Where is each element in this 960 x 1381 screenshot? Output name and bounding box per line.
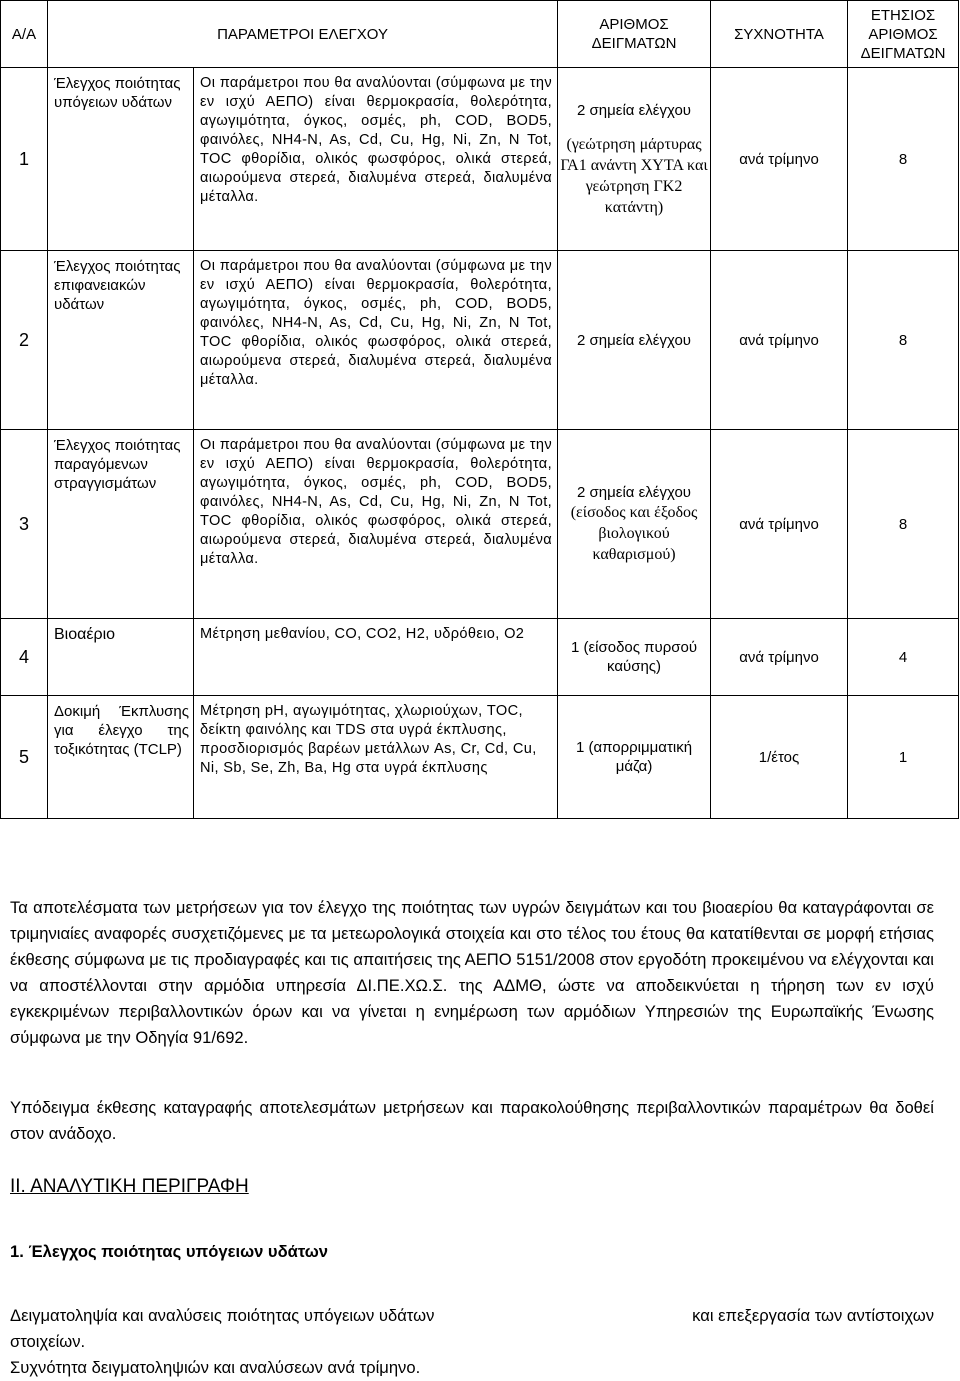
samples-main: 2 σημεία ελέγχου [577,101,692,119]
row-index: 2 [1,251,48,430]
table-header-row [1,1,959,68]
row-samples [558,430,711,619]
description-line-3: Συχνότητα δειγματοληψιών και αναλύσεων ανά τρίμηνο. [10,1358,421,1377]
row-category: Έλεγχος ποιότητας επιφανειακών υδάτων [48,251,194,430]
row-index: 3 [1,430,48,619]
row-index: 1 [1,68,48,251]
row-category: Δοκιμή Έκπλυσης για έλεγχο της τοξικότητας (TCLP) [48,696,194,819]
description-line-1-right: και επεξεργασία των αντίστοιχων [692,1306,934,1325]
row-frequency: ανά τρίμηνο [711,430,848,619]
row-annual: 8 [848,430,959,619]
table-row [1,68,959,251]
row-annual: 8 [848,68,959,251]
samples-main: 2 σημεία ελέγχου [577,484,692,501]
description-line-1 [10,1303,934,1329]
results-paragraph: Τα αποτελέσματα των μετρήσεων για τον έλεγχο της ποιότητας των υγρών δειγμάτων και του βιοαερίου θα καταγράφονται σε τριμηνιαίες αναφορές συσχετιζόμενες με τα μετεωρολογικά στοιχεία και στο τέλος του έτους θα κατατίθενται σε μορφή ετήσιας έκθεσης σύμφωνα με τις προδιαγραφές και τις απαιτήσεις της ΑΕΠΟ 5151/2008 στον εργοδότη προκειμένου να ελέγχονται και να αποστέλλονται στην αρμόδια υπηρεσία ΔΙ.ΠΕ.ΧΩ.Σ. της ΑΔΜΘ, ώστε να αποδεικνύεται η τήρηση των εν ισχύ εγκεκριμένων περιβαλλοντικών όρων και να γίνεται η ενημέρωση των αρμόδιων Υπηρεσιών της Ευρωπαϊκής Ένωσης σύμφωνα με την Οδηγία 91/692. [10,898,934,1047]
table-row [1,251,959,430]
row-annual: 1 [848,696,959,819]
row-index: 5 [1,696,48,819]
table-row [1,696,959,819]
table-row [1,430,959,619]
row-frequency: 1/έτος [711,696,848,819]
header-samples: ΑΡΙΘΜΟΣ ΔΕΙΓΜΑΤΩΝ [558,1,711,68]
subsection-heading: 1. Έλεγχος ποιότητας υπόγειων υδάτων [10,1242,329,1261]
row-parameters: Οι παράμετροι που θα αναλύονται (σύμφωνα με την εν ισχύ ΑΕΠΟ) είναι θερμοκρασία, θολερότητα, αγωγιμότητα, όγκος, οσμές, ph, COD, BOD5, φαινόλες, NH4-N, As, Cd, Cu, Hg, Ni, Zn, N Tot, TOC φθορίδια, ολικός φωσφόρος, ολικά στερεά, αιωρούμενα στερεά, διαλυμένα στερεά, διαλυμένα μέταλλα. [194,430,558,619]
row-annual: 8 [848,251,959,430]
section-heading: ΙΙ. ΑΝΑΛΥΤΙΚΗ ΠΕΡΙΓΡΑΦΗ [10,1176,249,1197]
row-frequency: ανά τρίμηνο [711,251,848,430]
row-samples [558,68,711,251]
header-idx: Α/Α [1,1,48,68]
template-paragraph: Υπόδειγμα έκθεσης καταγραφής αποτελεσμάτων μετρήσεων και παρακολούθησης περιβαλλοντικών παραμέτρων θα δοθεί στον ανάδοχο. [10,1098,934,1143]
row-category: Έλεγχος ποιότητας υπόγειων υδάτων [48,68,194,251]
header-frequency: ΣΥΧΝΟΤΗΤΑ [711,1,848,68]
row-parameters: Μέτρηση pH, αγωγιμότητας, χλωριούχων, TOC, δείκτη φαινόλης και TDS στα υγρά έκπλυσης, προσδιορισμός βαρέων μετάλλων As, Cr, Cd, Cu, Ni, Sb, Se, Zh, Ba, Hg στα υγρά έκπλυσης [194,696,558,819]
row-category: Έλεγχος ποιότητας παραγόμενων στραγγισμάτων [48,430,194,619]
row-parameters: Μέτρηση μεθανίου, CO, CO2, H2, υδρόθειο, O2 [194,619,558,696]
row-frequency: ανά τρίμηνο [711,619,848,696]
row-parameters: Οι παράμετροι που θα αναλύονται (σύμφωνα με την εν ισχύ ΑΕΠΟ) είναι θερμοκρασία, θολερότητα, αγωγιμότητα, όγκος, οσμές, ph, COD, BOD5, φαινόλες, NH4-N, As, Cd, Cu, Hg, Ni, Zn, N Tot, TOC φθορίδια, ολικός φωσφόρος, ολικά στερεά, αιωρούμενα στερεά, διαλυμένα στερεά, διαλυμένα μέταλλα. [194,68,558,251]
row-frequency: ανά τρίμηνο [711,68,848,251]
table-row [1,619,959,696]
samples-note: (είσοδος και έξοδος βιολογικού καθαρισμού) [570,504,698,563]
header-annual: ΕΤΗΣΙΟΣ ΑΡΙΘΜΟΣ ΔΕΙΓΜΑΤΩΝ [848,1,959,68]
row-samples: 1 (απορριμματική μάζα) [558,696,711,819]
row-annual: 4 [848,619,959,696]
row-index: 4 [1,619,48,696]
header-params: ΠΑΡΑΜΕΤΡΟΙ ΕΛΕΓΧΟΥ [48,1,558,68]
description-line-2: στοιχείων. [10,1332,86,1351]
row-samples [558,251,711,430]
row-category: Βιοαέριο [48,619,194,696]
description-line-1-left: Δειγματοληψία και αναλύσεις ποιότητας υπόγειων υδάτων [10,1306,435,1325]
row-samples: 1 (είσοδος πυρσού καύσης) [558,619,711,696]
samples-note: (γεώτρηση μάρτυρας ΓΑ1 ανάντη ΧΥΤΑ και γεώτρηση ΓΚ2 κατάντη) [560,135,708,216]
row-parameters: Οι παράμετροι που θα αναλύονται (σύμφωνα με την εν ισχύ ΑΕΠΟ) είναι θερμοκρασία, θολερότητα, αγωγιμότητα, όγκος, οσμές, ph, COD, BOD5, φαινόλες, NH4-N, As, Cd, Cu, Hg, Ni, Zn, N Tot, TOC φθορίδια, ολικός φωσφόρος, ολικά στερεά, αιωρούμενα στερεά, διαλυμένα στερεά, διαλυμένα μέταλλα. [194,251,558,430]
samples-main: 2 σημεία ελέγχου [577,331,692,349]
